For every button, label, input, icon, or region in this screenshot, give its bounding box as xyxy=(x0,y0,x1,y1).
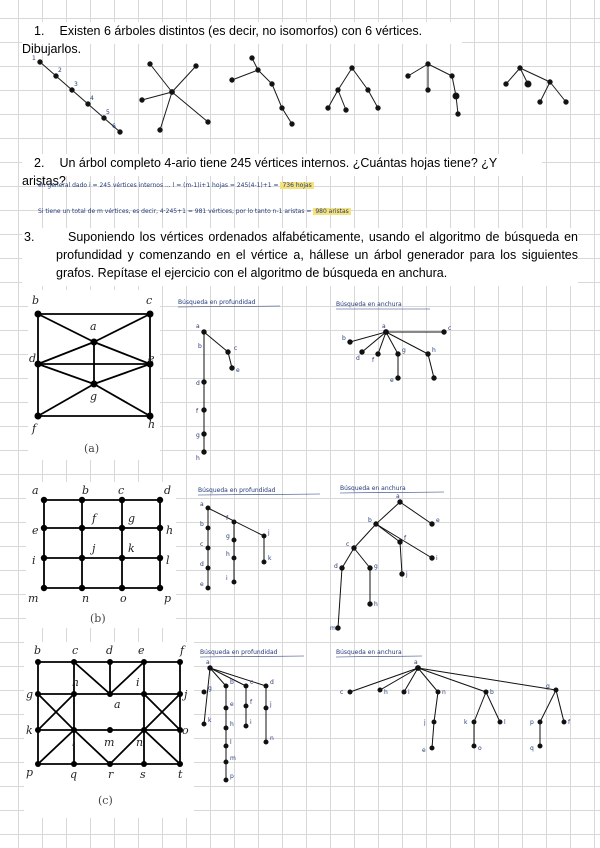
dfs-c-label-b: b xyxy=(230,679,234,686)
dfs-c-label-n: n xyxy=(270,735,274,742)
bfs-b-label-d: d xyxy=(334,563,338,570)
dfs-c-label-j: j xyxy=(270,701,272,708)
graph-b-vertex-i: i xyxy=(32,554,36,567)
graph-b-svg xyxy=(26,482,176,628)
dfs-b-label-f: f xyxy=(226,515,229,522)
dfs-a-label-g: g xyxy=(196,432,200,439)
question-1-text: Existen 6 árboles distintos (es decir, no isomorfos) con 6 vértices. Dibujarlos. xyxy=(22,24,423,56)
graph-c-vertex-r: r xyxy=(108,768,114,781)
dfs-c-label-e: e xyxy=(230,701,234,708)
bfs-a-label-c: c xyxy=(448,325,452,332)
graph-c-vertex-q: q xyxy=(70,768,78,781)
dfs-c-label-h: h xyxy=(230,721,234,728)
answer-note-1-text: en general dado i = 245 vértices internos ... l = (m-1)i+1 hojas = 245(4-1)+1 = xyxy=(38,182,279,189)
q1-trees-drawing xyxy=(0,50,600,150)
graph-c-vertex-e: e xyxy=(138,644,145,657)
graph-b-vertex-b: b xyxy=(82,484,90,497)
graph-a-vertex-d: d xyxy=(29,352,37,365)
graph-c-vertex-t: t xyxy=(178,768,183,781)
graph-b-vertex-a: a xyxy=(32,484,39,497)
bfs-heading-a: Búsqueda en anchura xyxy=(336,301,402,308)
bfs-b-label-b: b xyxy=(368,517,372,524)
bfs-c-label-g: g xyxy=(546,683,550,690)
bfs-heading-c: Búsqueda en anchura xyxy=(336,649,402,656)
bfs-a-label-d: d xyxy=(356,355,360,362)
dfs-a-label-e: e xyxy=(236,367,240,374)
bfs-c-label-i: i xyxy=(408,689,410,696)
answer-note-2 xyxy=(38,208,351,215)
graph-c-caption: (c) xyxy=(98,794,113,807)
dfs-c-label-i: i xyxy=(250,719,252,726)
graph-c-vertex-o: o xyxy=(182,724,189,737)
graph-c-vertex-p: p xyxy=(26,766,34,779)
graph-c-vertex-m: m xyxy=(104,736,115,749)
graph-a-vertex-f: f xyxy=(32,422,37,435)
graph-c-trees xyxy=(196,642,576,792)
bfs-b-label-a: a xyxy=(396,493,400,500)
dfs-b-label-i: i xyxy=(226,575,228,582)
dfs-b-label-d: d xyxy=(200,561,204,568)
answer-note-2-text: Si tiene un total de m vértices, es decir, 4·245+1 = 981 vértices, por lo tanto n-1 aristas = xyxy=(38,208,312,215)
dfs-c-label-f: f xyxy=(250,699,253,706)
graph-c-figure xyxy=(24,642,194,818)
graph-a-caption: (a) xyxy=(84,442,100,455)
bfs-b-label-j: j xyxy=(406,571,408,578)
q1-label-2: 2 xyxy=(58,67,62,74)
graph-b-vertex-f: f xyxy=(92,512,97,525)
bfs-c-label-k: k xyxy=(464,719,468,726)
question-3-text: Suponiendo los vértices ordenados alfabéticamente, usando el algoritmo de búsqueda en profundidad y comenzando en el vértice a, hállese un árbol generador para los siguientes grafos. Repítase el ejercicio con el algoritmo de búsqueda en anchura. xyxy=(56,230,578,280)
bfs-c-label-a: a xyxy=(414,659,418,666)
bfs-heading-b: Búsqueda en anchura xyxy=(340,485,406,492)
dfs-a-label-b: b xyxy=(198,343,202,350)
graph-c-vertex-f: f xyxy=(180,644,185,657)
graph-c-vertex-a: a xyxy=(114,698,121,711)
graph-a-vertex-e: e xyxy=(148,352,155,365)
q1-label-6: 6 xyxy=(112,123,116,130)
dfs-b-label-c: c xyxy=(200,541,204,548)
dfs-b-label-g: g xyxy=(226,533,230,540)
bfs-c-label-j: j xyxy=(424,719,426,726)
graph-c-vertex-b: b xyxy=(34,644,42,657)
graph-c-vertex-g: g xyxy=(26,688,34,701)
q1-label-5: 5 xyxy=(106,109,110,116)
bfs-b-label-f: f xyxy=(404,535,407,542)
graph-c-vertex-i: i xyxy=(136,676,140,689)
answer-note-1 xyxy=(38,182,314,189)
bfs-c-label-c: c xyxy=(340,689,344,696)
question-1 xyxy=(22,22,462,56)
dfs-c-label-g: g xyxy=(208,685,212,692)
dfs-c-label-a: a xyxy=(206,659,210,666)
question-3 xyxy=(22,228,578,286)
bfs-b-label-g: g xyxy=(374,563,378,570)
bfs-a-label-a: a xyxy=(382,323,386,330)
graph-b-vertex-c: c xyxy=(118,484,125,497)
graph-b-vertex-m: m xyxy=(28,592,39,605)
graph-c-vertex-s: s xyxy=(140,768,146,781)
question-3-number: 3. xyxy=(24,230,35,244)
graph-c-vertex-n: n xyxy=(136,736,144,749)
question-1-number: 1. xyxy=(34,24,45,38)
dfs-heading-c: Búsqueda en profundidad xyxy=(200,649,278,656)
graph-b-figure xyxy=(26,482,176,628)
bfs-b-label-c: c xyxy=(346,541,350,548)
graph-a-vertex-g: g xyxy=(90,390,98,403)
dfs-c-label-c: c xyxy=(250,679,254,686)
graph-c-svg xyxy=(24,642,194,818)
q1-label-4: 4 xyxy=(90,95,94,102)
dfs-b-label-k: k xyxy=(268,555,272,562)
dfs-c-label-k: k xyxy=(208,717,212,724)
q1-label-3: 3 xyxy=(74,81,78,88)
graph-a-vertex-a: a xyxy=(90,320,97,333)
bfs-b-label-e: e xyxy=(436,517,440,524)
dfs-a-label-d: d xyxy=(196,380,200,387)
graph-b-caption: (b) xyxy=(90,612,106,625)
bfs-c-label-b: b xyxy=(490,689,494,696)
dfs-b-label-j: j xyxy=(268,529,270,536)
answer-leaves-highlight: 736 hojas xyxy=(282,182,312,189)
graph-a-vertex-c: c xyxy=(146,294,153,307)
dfs-b-label-h: h xyxy=(226,551,230,558)
graph-b-vertex-j: j xyxy=(92,542,96,555)
bfs-a-label-f: f xyxy=(372,357,375,364)
bfs-a-label-h: h xyxy=(432,347,436,354)
q1-label-1: 1 xyxy=(32,55,36,62)
graph-b-vertex-e: e xyxy=(32,524,39,537)
bfs-c-label-n: n xyxy=(442,689,446,696)
question-2-number: 2. xyxy=(34,156,45,170)
answer-edges-highlight: 980 aristas xyxy=(315,208,349,215)
graph-c-vertex-l: l xyxy=(72,736,76,749)
graph-c-vertex-k: k xyxy=(26,724,33,737)
bfs-c-label-e: e xyxy=(422,747,426,754)
graph-b-vertex-o: o xyxy=(120,592,127,605)
graph-a-trees xyxy=(176,292,456,472)
graph-b-vertex-k: k xyxy=(128,542,135,555)
graph-b-vertex-g: g xyxy=(128,512,136,525)
graph-b-vertex-n: n xyxy=(82,592,90,605)
graph-c-vertex-c: c xyxy=(72,644,79,657)
dfs-c-label-p: p xyxy=(230,773,234,780)
bfs-a-label-g: g xyxy=(402,347,406,354)
dfs-a-label-c: c xyxy=(234,345,238,352)
dfs-a-label-a: a xyxy=(196,323,200,330)
bfs-b-label-h: m xyxy=(330,625,336,632)
graph-c-vertex-d: d xyxy=(106,644,114,657)
dfs-heading-a: Búsqueda en profundidad xyxy=(178,299,256,306)
dfs-c-label-d: d xyxy=(270,679,274,686)
question-2-text: Un árbol completo 4-ario tiene 245 vértices internos. ¿Cuántas hojas tiene? ¿Y aristas? xyxy=(22,156,497,188)
graph-c-vertex-j: j xyxy=(184,688,188,701)
bfs-c-label-p: p xyxy=(530,719,534,726)
dfs-c-label-m: m xyxy=(230,755,236,762)
graph-b-vertex-l: l xyxy=(166,554,170,567)
bfs-b-label-i: i xyxy=(436,555,438,562)
bfs-c-label-h: h xyxy=(384,689,388,696)
dfs-a-label-f: f xyxy=(196,408,199,415)
graph-b-vertex-p: p xyxy=(164,592,172,605)
dfs-b-label-b: b xyxy=(200,521,204,528)
dfs-heading-b: Búsqueda en profundidad xyxy=(198,487,276,494)
dfs-c-label-l: l xyxy=(230,739,232,746)
graph-a-figure xyxy=(28,290,160,460)
bfs-b-label-k: h xyxy=(374,601,378,608)
bfs-c-label-l: l xyxy=(504,719,506,726)
graph-b-vertex-d: d xyxy=(164,484,172,497)
bfs-a-label-e: e xyxy=(390,377,394,384)
graph-a-vertex-b: b xyxy=(32,294,40,307)
dfs-a-label-h: h xyxy=(196,455,200,462)
dfs-b-label-e: e xyxy=(200,581,204,588)
bfs-a-label-b: b xyxy=(342,335,346,342)
graph-b-trees xyxy=(196,478,476,638)
graph-c-vertex-h: h xyxy=(72,676,80,689)
dfs-b-label-a: a xyxy=(200,501,204,508)
bfs-c-label-f: f xyxy=(568,719,571,726)
bfs-c-label-o: o xyxy=(478,745,482,752)
graph-b-vertex-h: h xyxy=(166,524,174,537)
graph-a-vertex-h: h xyxy=(148,418,156,431)
graph-a-svg xyxy=(28,290,160,460)
bfs-c-label-q: q xyxy=(530,745,534,752)
